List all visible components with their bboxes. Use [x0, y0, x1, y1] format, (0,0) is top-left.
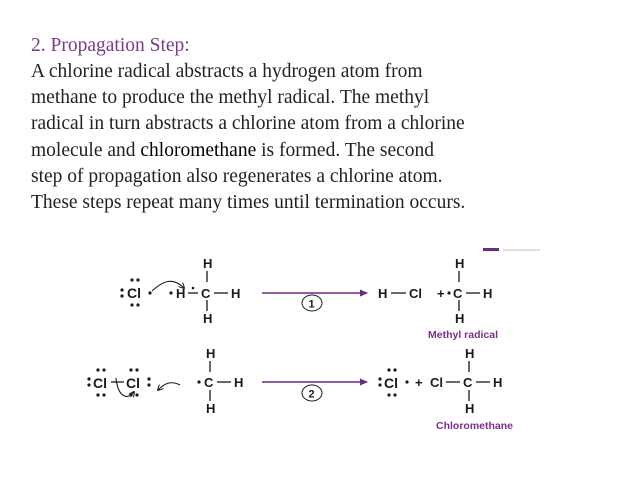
h-atom: H [231, 286, 241, 301]
paragraph-line-4-end: is formed. The second [256, 139, 435, 161]
hydrogen-chloride [378, 286, 422, 301]
cl-atom: Cl [430, 375, 443, 390]
step-2-number: 2 [308, 388, 315, 401]
chlorine-radical-1 [120, 278, 151, 306]
cl-atom: Cl [93, 375, 107, 391]
chloromethane-label: Chloromethane [436, 420, 514, 432]
h-atom: H [455, 256, 465, 271]
chlorine-molecule [87, 368, 150, 396]
h-atom: H [206, 346, 216, 361]
legend-bar [483, 248, 499, 251]
paragraph-line-6: These steps repeat many times until termination occurs. [31, 192, 466, 214]
step-1-reaction [120, 256, 498, 341]
plus-sign: + [415, 375, 423, 390]
chloromethane [430, 346, 502, 416]
methyl-radical [447, 256, 492, 326]
methyl-radical-reactant [197, 346, 243, 416]
paragraph-line-4-start: molecule and [31, 139, 141, 161]
h-atom: H [465, 346, 475, 361]
step-2-reaction [87, 346, 513, 432]
slide-heading: 2. Propagation Step: [31, 35, 190, 56]
fishhook-arrow-2b [158, 383, 180, 390]
c-atom: C [463, 375, 473, 390]
c-atom: C [204, 375, 214, 390]
paragraph-line-5: step of propagation also regenerates a chlorine atom. [31, 165, 443, 187]
h-atom: H [176, 286, 186, 301]
h-atom: H [203, 311, 213, 326]
plus-sign: + [437, 286, 445, 301]
h-atom: H [203, 256, 213, 271]
chlorine-radical-2 [378, 368, 408, 396]
paragraph-line-2: methane to produce the methyl radical. The methyl [31, 87, 430, 109]
h-atom: H [206, 401, 216, 416]
h-atom: H [234, 375, 244, 390]
cl-atom: Cl [384, 375, 398, 391]
chloromethane-term: chloromethane [140, 139, 257, 161]
cl-atom: Cl [409, 286, 422, 301]
step-1-number: 1 [308, 298, 315, 311]
c-atom: C [201, 286, 211, 301]
cl-atom: Cl [126, 375, 140, 391]
h-atom: H [465, 401, 475, 416]
c-atom: C [453, 286, 463, 301]
h-atom: H [455, 311, 465, 326]
h-atom: H [483, 286, 493, 301]
paragraph-line-1: A chlorine radical abstracts a hydrogen atom from [31, 61, 423, 82]
methyl-radical-label: Methyl radical [428, 329, 499, 341]
cl-atom: Cl [127, 285, 141, 301]
h-atom: H [378, 286, 388, 301]
methane [169, 256, 240, 326]
paragraph-line-3: radical in turn abstracts a chlorine atom from a chlorine [31, 113, 465, 135]
h-atom: H [493, 375, 503, 390]
